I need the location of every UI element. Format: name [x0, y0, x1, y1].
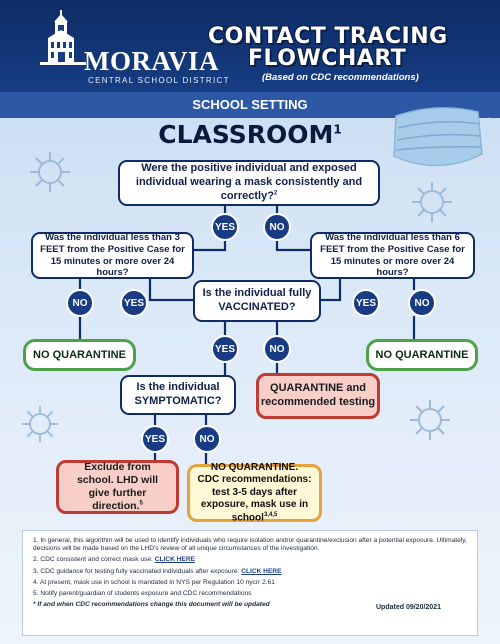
vacc-yes-circle: YES: [211, 335, 239, 363]
footnote-update-note: * If and when CDC recommendations change this document will be updated: [33, 601, 270, 609]
no-quarantine-right: NO QUARANTINE: [366, 339, 478, 371]
right-yes-circle: YES: [352, 289, 380, 317]
footnote-4: 4. At present, mask use in school is mandated in NYS per Regulation 10 nycrr 2.61: [33, 578, 275, 586]
question-vaccinated: Is the individual fully VACCINATED?: [193, 280, 321, 322]
sympt-yes-circle: YES: [141, 425, 169, 453]
footnotes-panel: [22, 530, 478, 636]
footnote-3: 3. CDC guidance for testing fully vaccinated individuals after exposure: CLICK HERE: [33, 567, 282, 575]
updated-date: Updated 09/20/2021: [376, 604, 441, 611]
title-line-2: FLOWCHART: [248, 46, 407, 71]
q1-no-circle: NO: [263, 213, 291, 241]
school-name: MORAVIA: [84, 46, 220, 76]
testing-guidance-link[interactable]: CLICK HERE: [241, 567, 282, 575]
footnote-2: 2. CDC consistent and correct mask use: CLICK HERE: [33, 556, 195, 564]
exclude-from-school-box: Exclude from school. LHD will give further direction.$^5$: [56, 460, 179, 514]
setting-heading: CLASSROOM$^1$: [158, 120, 342, 149]
question-6-feet: Was the individual less than 6 FEET from the Positive Case for 15 minutes or more over 24 hours?: [310, 232, 475, 279]
question-3-feet: Was the individual less than 3 FEET from the Positive Case for 15 minutes or more over 24 hours?: [31, 232, 194, 279]
district-name: CENTRAL SCHOOL DISTRICT: [88, 76, 230, 85]
title-subtitle: (Based on CDC recommendations): [262, 72, 419, 83]
school-setting-band: SCHOOL SETTING: [0, 92, 500, 118]
quarantine-box: QUARANTINE and recommended testing: [256, 373, 380, 419]
question-symptomatic: Is the individual SYMPTOMATIC?: [120, 375, 236, 415]
left-no-circle: NO: [66, 289, 94, 317]
no-quarantine-left: NO QUARANTINE: [23, 339, 136, 371]
mask-use-link[interactable]: CLICK HERE: [154, 556, 195, 564]
vacc-no-circle: NO: [263, 335, 291, 363]
left-yes-circle: YES: [120, 289, 148, 317]
footnote-5: 5. Notify parent/guardian of students exposure and CDC recommendations: [33, 590, 252, 598]
sympt-no-circle: NO: [193, 425, 221, 453]
right-no-circle: NO: [408, 289, 436, 317]
footnote-1: 1. In general, this algorithm will be used to identify individuals who require isolation and/or quarantine/exclusion after a potential exposure. Ultimately, decisions will be made based on the LHD's review of all unique circumstances of the investigation.: [33, 537, 467, 553]
title-line-1: CONTACT TRACING: [208, 24, 448, 49]
no-quarantine-testing-box: NO QUARANTINE. CDC recommendations: test 3-5 days after exposure, mask use in school$^{3,4,5}$: [187, 464, 322, 522]
question-mask-use: Were the positive individual and exposed individual wearing a mask consistently and correctly?$^2$: [118, 160, 380, 206]
q1-yes-circle: YES: [211, 213, 239, 241]
